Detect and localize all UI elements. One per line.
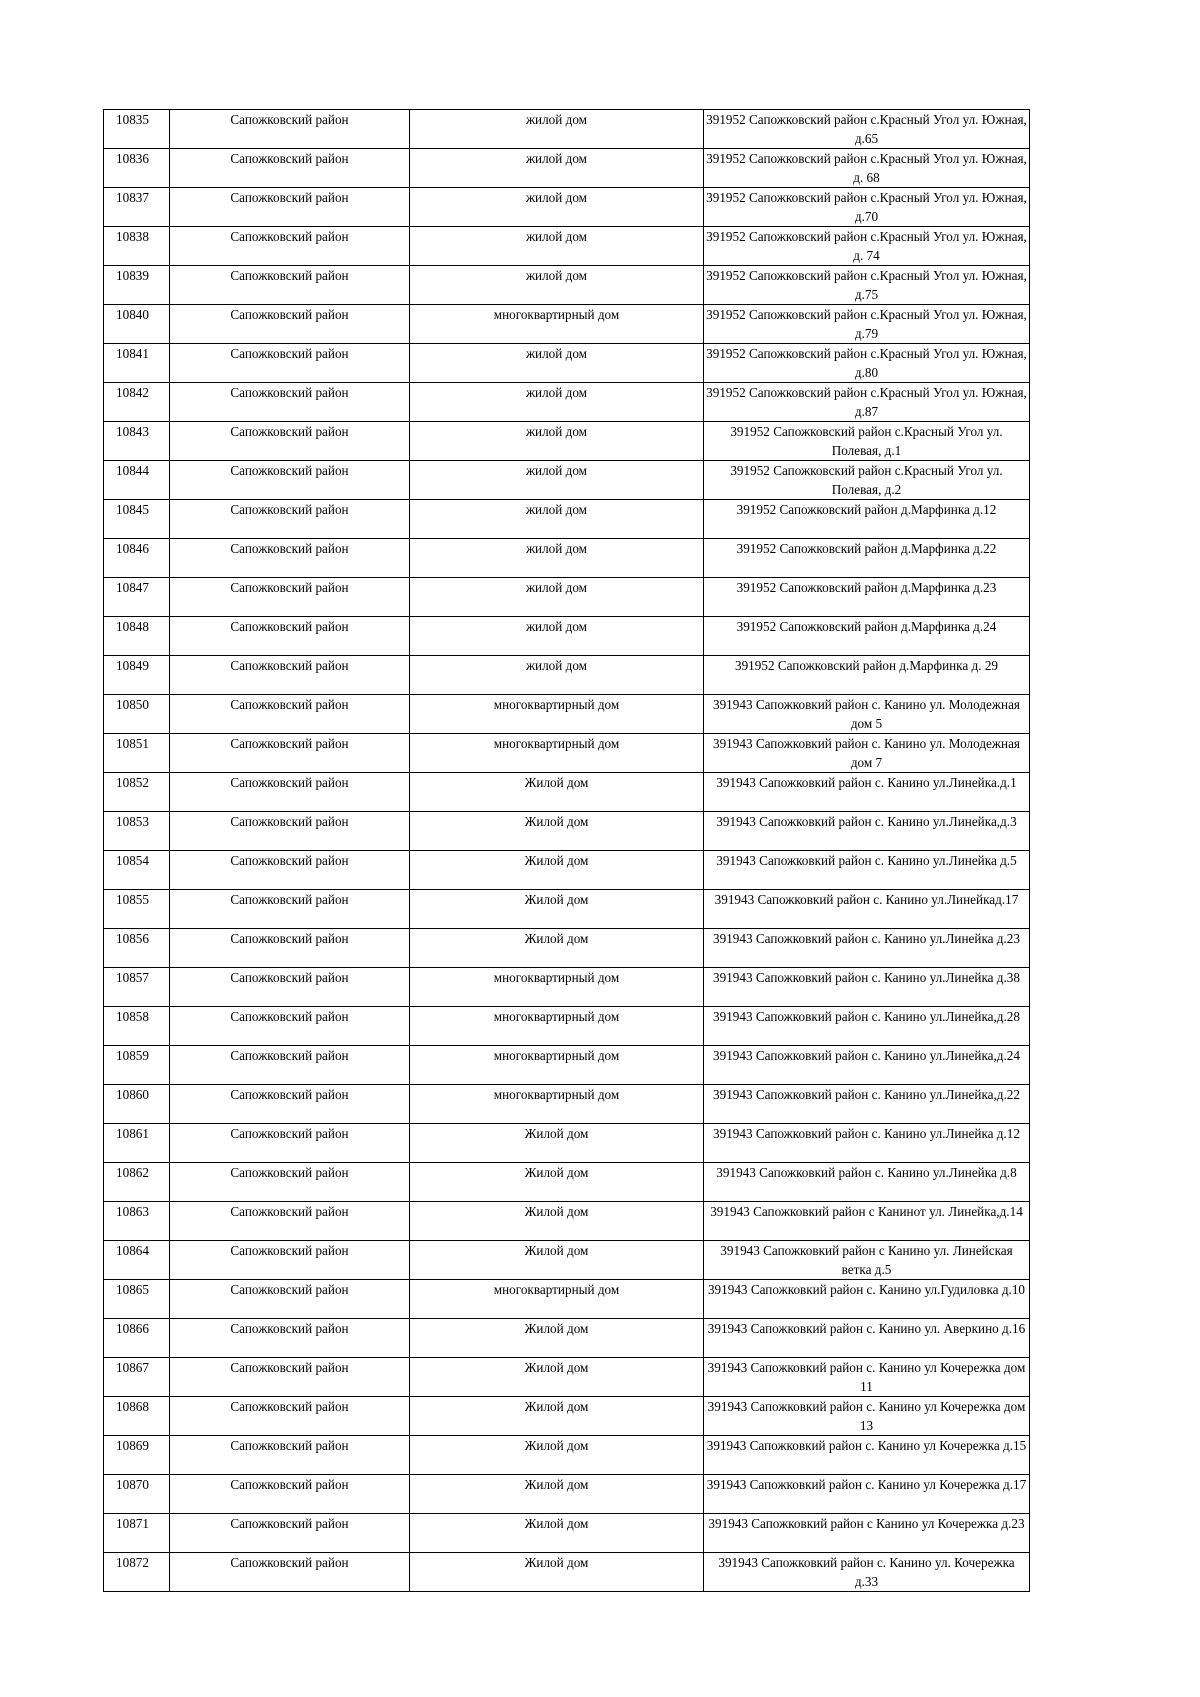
table-row <box>104 305 1030 344</box>
building-type-cell: жилой дом <box>410 110 704 149</box>
building-type-cell: жилой дом <box>410 461 704 500</box>
building-type-cell: многоквартирный дом <box>410 968 704 1007</box>
address-cell: 391952 Сапожковский район с.Красный Угол ул. Южная, д. 74 <box>704 227 1030 266</box>
address-cell: 391943 Сапожковкий район с. Канино ул. Кочережка д.33 <box>704 1553 1030 1592</box>
building-type-cell: многоквартирный дом <box>410 1007 704 1046</box>
district-cell: Сапожковский район <box>170 851 410 890</box>
address-cell: 391952 Сапожковский район д.Марфинка д. 29 <box>704 656 1030 695</box>
building-type-cell: жилой дом <box>410 383 704 422</box>
table-row <box>104 1007 1030 1046</box>
district-cell: Сапожковский район <box>170 149 410 188</box>
address-cell: 391952 Сапожковский район с.Красный Угол ул. Южная, д.65 <box>704 110 1030 149</box>
table-row <box>104 890 1030 929</box>
table-row <box>104 1280 1030 1319</box>
address-cell: 391943 Сапожковкий район с. Канино ул.Линейка,д.22 <box>704 1085 1030 1124</box>
district-cell: Сапожковский район <box>170 305 410 344</box>
table-row <box>104 1046 1030 1085</box>
address-cell: 391952 Сапожковский район д.Марфинка д.24 <box>704 617 1030 656</box>
address-cell: 391943 Сапожковкий район с. Канино ул.Линейка д.5 <box>704 851 1030 890</box>
table-row <box>104 1085 1030 1124</box>
table-row <box>104 1163 1030 1202</box>
district-cell: Сапожковский район <box>170 227 410 266</box>
address-cell: 391943 Сапожковкий район с. Канино ул. Молодежная дом 7 <box>704 734 1030 773</box>
record-number-cell: 10851 <box>104 734 170 773</box>
district-cell: Сапожковский район <box>170 734 410 773</box>
building-type-cell: Жилой дом <box>410 773 704 812</box>
address-cell: 391952 Сапожковский район д.Марфинка д.22 <box>704 539 1030 578</box>
address-cell: 391943 Сапожковкий район с. Канино ул Кочережка дом 11 <box>704 1358 1030 1397</box>
district-cell: Сапожковский район <box>170 656 410 695</box>
record-number-cell: 10841 <box>104 344 170 383</box>
table-body <box>104 110 1030 1592</box>
table-row <box>104 851 1030 890</box>
record-number-cell: 10861 <box>104 1124 170 1163</box>
district-cell: Сапожковский район <box>170 1397 410 1436</box>
record-number-cell: 10848 <box>104 617 170 656</box>
table-row <box>104 539 1030 578</box>
address-cell: 391943 Сапожковкий район с. Канино ул.Гудиловка д.10 <box>704 1280 1030 1319</box>
building-type-cell: жилой дом <box>410 227 704 266</box>
record-number-cell: 10864 <box>104 1241 170 1280</box>
table-row <box>104 968 1030 1007</box>
record-number-cell: 10838 <box>104 227 170 266</box>
district-cell: Сапожковский район <box>170 344 410 383</box>
building-type-cell: Жилой дом <box>410 1124 704 1163</box>
district-cell: Сапожковский район <box>170 1085 410 1124</box>
table-row <box>104 149 1030 188</box>
table-row <box>104 1514 1030 1553</box>
table-row <box>104 188 1030 227</box>
building-type-cell: Жилой дом <box>410 1514 704 1553</box>
record-number-cell: 10860 <box>104 1085 170 1124</box>
record-number-cell: 10842 <box>104 383 170 422</box>
building-type-cell: жилой дом <box>410 578 704 617</box>
table-row <box>104 1397 1030 1436</box>
address-cell: 391952 Сапожковский район с.Красный Угол ул. Южная, д.70 <box>704 188 1030 227</box>
district-cell: Сапожковский район <box>170 539 410 578</box>
building-type-cell: Жилой дом <box>410 929 704 968</box>
record-number-cell: 10835 <box>104 110 170 149</box>
building-type-cell: жилой дом <box>410 500 704 539</box>
table-row <box>104 617 1030 656</box>
district-cell: Сапожковский район <box>170 1007 410 1046</box>
district-cell: Сапожковский район <box>170 617 410 656</box>
district-cell: Сапожковский район <box>170 188 410 227</box>
building-type-cell: многоквартирный дом <box>410 1085 704 1124</box>
address-cell: 391943 Сапожковкий район с. Канино ул Кочережка д.15 <box>704 1436 1030 1475</box>
address-cell: 391952 Сапожковский район д.Марфинка д.23 <box>704 578 1030 617</box>
record-number-cell: 10847 <box>104 578 170 617</box>
district-cell: Сапожковский район <box>170 1163 410 1202</box>
address-cell: 391943 Сапожковкий район с. Канино ул. Молодежная дом 5 <box>704 695 1030 734</box>
table-row <box>104 578 1030 617</box>
record-number-cell: 10854 <box>104 851 170 890</box>
record-number-cell: 10840 <box>104 305 170 344</box>
table-row <box>104 929 1030 968</box>
district-cell: Сапожковский район <box>170 812 410 851</box>
building-type-cell: Жилой дом <box>410 812 704 851</box>
record-number-cell: 10843 <box>104 422 170 461</box>
record-number-cell: 10865 <box>104 1280 170 1319</box>
district-cell: Сапожковский район <box>170 1202 410 1241</box>
address-cell: 391952 Сапожковский район с.Красный Угол ул. Южная, д.87 <box>704 383 1030 422</box>
address-cell: 391943 Сапожковкий район с. Канино ул. Аверкино д.16 <box>704 1319 1030 1358</box>
district-cell: Сапожковский район <box>170 695 410 734</box>
district-cell: Сапожковский район <box>170 110 410 149</box>
district-cell: Сапожковский район <box>170 266 410 305</box>
address-cell: 391943 Сапожковкий район с. Канино ул.Линейкад.17 <box>704 890 1030 929</box>
table-row <box>104 500 1030 539</box>
table-row <box>104 1202 1030 1241</box>
address-cell: 391943 Сапожковкий район с Канино ул Кочережка д.23 <box>704 1514 1030 1553</box>
record-number-cell: 10836 <box>104 149 170 188</box>
address-cell: 391943 Сапожковкий район с. Канино ул.Линейка д.38 <box>704 968 1030 1007</box>
table-row <box>104 1241 1030 1280</box>
address-cell: 391943 Сапожковкий район с Канино ул. Линейская ветка д.5 <box>704 1241 1030 1280</box>
district-cell: Сапожковский район <box>170 1436 410 1475</box>
table-row <box>104 1436 1030 1475</box>
building-type-cell: многоквартирный дом <box>410 1046 704 1085</box>
building-type-cell: Жилой дом <box>410 1436 704 1475</box>
record-number-cell: 10862 <box>104 1163 170 1202</box>
district-cell: Сапожковский район <box>170 422 410 461</box>
building-type-cell: жилой дом <box>410 422 704 461</box>
district-cell: Сапожковский район <box>170 890 410 929</box>
district-cell: Сапожковский район <box>170 1358 410 1397</box>
building-type-cell: Жилой дом <box>410 1553 704 1592</box>
record-number-cell: 10858 <box>104 1007 170 1046</box>
record-number-cell: 10856 <box>104 929 170 968</box>
district-cell: Сапожковский район <box>170 929 410 968</box>
building-type-cell: жилой дом <box>410 149 704 188</box>
address-cell: 391943 Сапожковкий район с Канинот ул. Линейка,д.14 <box>704 1202 1030 1241</box>
district-cell: Сапожковский район <box>170 1553 410 1592</box>
table-row <box>104 422 1030 461</box>
district-cell: Сапожковский район <box>170 383 410 422</box>
building-type-cell: Жилой дом <box>410 1397 704 1436</box>
district-cell: Сапожковский район <box>170 500 410 539</box>
table-row <box>104 110 1030 149</box>
table-row <box>104 1475 1030 1514</box>
building-type-cell: жилой дом <box>410 617 704 656</box>
record-number-cell: 10846 <box>104 539 170 578</box>
district-cell: Сапожковский район <box>170 1280 410 1319</box>
address-cell: 391952 Сапожковский район с.Красный Угол ул. Полевая, д.2 <box>704 461 1030 500</box>
record-number-cell: 10872 <box>104 1553 170 1592</box>
record-number-cell: 10867 <box>104 1358 170 1397</box>
table-row <box>104 1358 1030 1397</box>
table-row <box>104 227 1030 266</box>
address-cell: 391943 Сапожковкий район с. Канино ул.Линейка,д.3 <box>704 812 1030 851</box>
address-cell: 391943 Сапожковкий район с. Канино ул.Линейка.д.1 <box>704 773 1030 812</box>
building-type-cell: Жилой дом <box>410 1475 704 1514</box>
record-number-cell: 10863 <box>104 1202 170 1241</box>
table-row <box>104 656 1030 695</box>
district-cell: Сапожковский район <box>170 968 410 1007</box>
table-row <box>104 773 1030 812</box>
record-number-cell: 10871 <box>104 1514 170 1553</box>
address-cell: 391943 Сапожковкий район с. Канино ул Кочережка дом 13 <box>704 1397 1030 1436</box>
building-type-cell: жилой дом <box>410 266 704 305</box>
record-number-cell: 10869 <box>104 1436 170 1475</box>
record-number-cell: 10859 <box>104 1046 170 1085</box>
district-cell: Сапожковский район <box>170 1241 410 1280</box>
address-cell: 391952 Сапожковский район д.Марфинка д.12 <box>704 500 1030 539</box>
table-row <box>104 1553 1030 1592</box>
building-type-cell: жилой дом <box>410 344 704 383</box>
table-row <box>104 812 1030 851</box>
address-cell: 391952 Сапожковский район с.Красный Угол ул. Южная, д.80 <box>704 344 1030 383</box>
building-type-cell: Жилой дом <box>410 1202 704 1241</box>
building-type-cell: Жилой дом <box>410 1163 704 1202</box>
record-number-cell: 10868 <box>104 1397 170 1436</box>
table-row <box>104 266 1030 305</box>
table-row <box>104 1124 1030 1163</box>
record-number-cell: 10850 <box>104 695 170 734</box>
building-type-cell: Жилой дом <box>410 1319 704 1358</box>
record-number-cell: 10844 <box>104 461 170 500</box>
building-type-cell: жилой дом <box>410 656 704 695</box>
district-cell: Сапожковский район <box>170 1475 410 1514</box>
building-type-cell: Жилой дом <box>410 890 704 929</box>
address-cell: 391952 Сапожковский район с.Красный Угол ул. Южная, д.75 <box>704 266 1030 305</box>
building-type-cell: жилой дом <box>410 188 704 227</box>
building-type-cell: многоквартирный дом <box>410 734 704 773</box>
address-cell: 391952 Сапожковский район с.Красный Угол ул. Южная, д.79 <box>704 305 1030 344</box>
building-type-cell: многоквартирный дом <box>410 1280 704 1319</box>
district-cell: Сапожковский район <box>170 1046 410 1085</box>
housing-registry-table <box>103 109 1030 1592</box>
record-number-cell: 10857 <box>104 968 170 1007</box>
building-type-cell: Жилой дом <box>410 1241 704 1280</box>
table-row <box>104 1319 1030 1358</box>
record-number-cell: 10853 <box>104 812 170 851</box>
address-cell: 391943 Сапожковкий район с. Канино ул.Линейка д.8 <box>704 1163 1030 1202</box>
record-number-cell: 10870 <box>104 1475 170 1514</box>
address-cell: 391943 Сапожковкий район с. Канино ул.Линейка д.12 <box>704 1124 1030 1163</box>
record-number-cell: 10845 <box>104 500 170 539</box>
record-number-cell: 10855 <box>104 890 170 929</box>
address-cell: 391952 Сапожковский район с.Красный Угол ул. Южная, д. 68 <box>704 149 1030 188</box>
record-number-cell: 10852 <box>104 773 170 812</box>
address-cell: 391952 Сапожковский район с.Красный Угол ул. Полевая, д.1 <box>704 422 1030 461</box>
building-type-cell: многоквартирный дом <box>410 695 704 734</box>
district-cell: Сапожковский район <box>170 1124 410 1163</box>
building-type-cell: многоквартирный дом <box>410 305 704 344</box>
building-type-cell: Жилой дом <box>410 1358 704 1397</box>
address-cell: 391943 Сапожковкий район с. Канино ул Кочережка д.17 <box>704 1475 1030 1514</box>
building-type-cell: Жилой дом <box>410 851 704 890</box>
district-cell: Сапожковский район <box>170 578 410 617</box>
table-row <box>104 461 1030 500</box>
district-cell: Сапожковский район <box>170 773 410 812</box>
record-number-cell: 10849 <box>104 656 170 695</box>
district-cell: Сапожковский район <box>170 1514 410 1553</box>
district-cell: Сапожковский район <box>170 1319 410 1358</box>
table-row <box>104 734 1030 773</box>
record-number-cell: 10866 <box>104 1319 170 1358</box>
table-row <box>104 695 1030 734</box>
record-number-cell: 10839 <box>104 266 170 305</box>
building-type-cell: жилой дом <box>410 539 704 578</box>
table-row <box>104 383 1030 422</box>
address-cell: 391943 Сапожковкий район с. Канино ул.Линейка,д.28 <box>704 1007 1030 1046</box>
address-cell: 391943 Сапожковкий район с. Канино ул.Линейка д.23 <box>704 929 1030 968</box>
district-cell: Сапожковский район <box>170 461 410 500</box>
table-row <box>104 344 1030 383</box>
record-number-cell: 10837 <box>104 188 170 227</box>
address-cell: 391943 Сапожковкий район с. Канино ул.Линейка,д.24 <box>704 1046 1030 1085</box>
